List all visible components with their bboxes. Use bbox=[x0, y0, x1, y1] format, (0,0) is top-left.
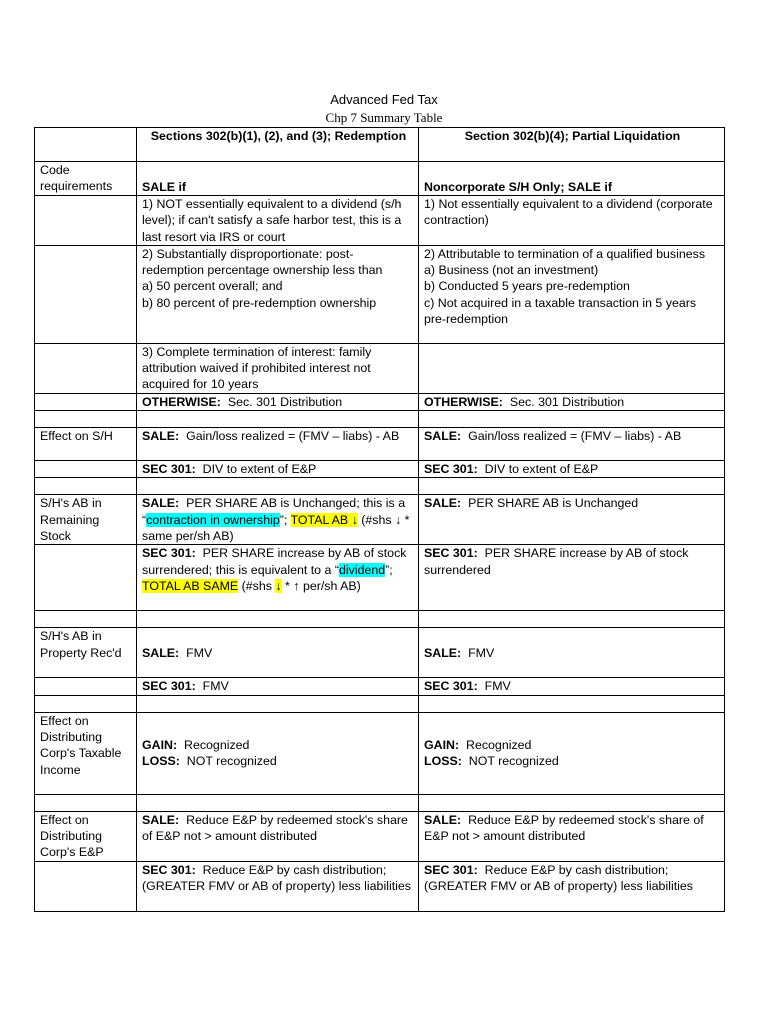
sec301-label: SEC 301: bbox=[142, 546, 196, 561]
sale-label: SALE: bbox=[142, 496, 180, 511]
req2-col2-line3: b) 80 percent of pre-redemption ownership bbox=[142, 295, 377, 310]
header-redemption: Sections 302(b)(1), (2), and (3); Redemption bbox=[137, 128, 419, 162]
ab-remaining-text: (#shs ↓ * same per/sh AB) bbox=[142, 512, 410, 543]
row-label-ab-property: S/H's AB in Property Rec'd bbox=[35, 628, 137, 678]
spacer-row bbox=[35, 695, 725, 712]
req2-col3-line1: 2) Attributable to termination of a qualified business bbox=[424, 246, 706, 261]
sale-label: SALE: bbox=[424, 645, 462, 660]
empty-cell bbox=[35, 343, 137, 393]
sec301-label: SEC 301: bbox=[424, 862, 478, 877]
highlight-down-arrow: ↓ bbox=[275, 578, 282, 593]
empty-cell bbox=[35, 545, 137, 611]
table-row bbox=[35, 393, 725, 410]
table-row bbox=[35, 712, 725, 794]
sec301-label: SEC 301: bbox=[424, 462, 478, 477]
cell-req2-col2 bbox=[137, 245, 419, 343]
row-label-ab-remaining-stock: S/H's AB in Remaining Stock bbox=[35, 495, 137, 545]
effect-sh-sec301-text: DIV to extent of E&P bbox=[202, 462, 317, 477]
document-title: Advanced Fed Tax bbox=[330, 92, 438, 107]
header-partial-liquidation: Section 302(b)(4); Partial Liquidation bbox=[419, 128, 725, 162]
req2-col3-line3: b) Conducted 5 years pre-redemption bbox=[424, 279, 630, 294]
table-row bbox=[35, 461, 725, 478]
cell-req1-col3: 1) Not essentially equivalent to a dividend (corporate contraction) bbox=[419, 196, 725, 246]
empty-cell bbox=[35, 393, 137, 410]
spacer-row bbox=[35, 794, 725, 811]
loss-label: LOSS: bbox=[424, 754, 462, 769]
table-row bbox=[35, 861, 725, 911]
table-row bbox=[35, 495, 725, 545]
gain-label: GAIN: bbox=[424, 737, 460, 752]
ab-remaining-sec301-text: (#shs bbox=[241, 578, 272, 593]
ab-remaining-sec301-text: * ↑ per/sh AB) bbox=[285, 578, 361, 593]
ep-sale-text: Reduce E&P by redeemed stock's share of E&P not > amount distributed bbox=[142, 812, 408, 843]
row-label-effect-on-sh: Effect on S/H bbox=[35, 428, 137, 461]
empty-cell bbox=[35, 678, 137, 695]
table-row bbox=[35, 811, 725, 861]
empty-cell bbox=[419, 343, 725, 393]
req2-col2-line1: 2) Substantially disproportionate: post-redemption percentage ownership less than bbox=[142, 246, 383, 278]
cell-effect-sh-sale-col3 bbox=[419, 428, 725, 461]
req2-col2-line2: a) 50 percent overall; and bbox=[142, 279, 283, 294]
ab-remaining-sec301-text: PER SHARE increase by AB of stock surrendered bbox=[424, 546, 689, 577]
req2-col3-line4: c) Not acquired in a taxable transaction in 5 years pre-redemption bbox=[424, 295, 697, 327]
empty-cell bbox=[35, 861, 137, 911]
cell-code-req-col3 bbox=[419, 162, 725, 196]
otherwise-label: OTHERWISE: bbox=[142, 394, 221, 409]
loss-text: NOT recognized bbox=[186, 754, 277, 769]
cell-ab-remaining-sale-col2 bbox=[137, 495, 419, 545]
otherwise-text: Sec. 301 Distribution bbox=[509, 394, 625, 409]
table-row bbox=[35, 545, 725, 611]
table-row bbox=[35, 343, 725, 393]
noncorporate-sale-if-label: Noncorporate S/H Only; SALE if bbox=[424, 179, 612, 194]
cell-otherwise-col3 bbox=[419, 393, 725, 410]
loss-text: NOT recognized bbox=[468, 754, 559, 769]
ab-property-sec301-text: FMV bbox=[484, 679, 511, 694]
cell-ab-property-sec301-col3 bbox=[419, 678, 725, 695]
gain-label: GAIN: bbox=[142, 737, 178, 752]
req2-col3-line2: a) Business (not an investment) bbox=[424, 263, 599, 278]
ab-property-text: FMV bbox=[186, 645, 213, 660]
cell-taxable-income-col3 bbox=[419, 712, 725, 794]
document-subtitle: Chp 7 Summary Table bbox=[325, 110, 443, 125]
sale-label: SALE: bbox=[142, 645, 180, 660]
cell-ab-property-sale-col2 bbox=[137, 628, 419, 678]
otherwise-label: OTHERWISE: bbox=[424, 394, 503, 409]
cell-ep-sec301-col2 bbox=[137, 861, 419, 911]
spacer-row bbox=[35, 611, 725, 628]
cell-ab-remaining-sec301-col2 bbox=[137, 545, 419, 611]
table-row bbox=[35, 628, 725, 678]
cell-effect-sh-sec301-col3 bbox=[419, 461, 725, 478]
row-label-ep: Effect on Distributing Corp's E&P bbox=[35, 811, 137, 861]
ep-sec301-text: Reduce E&P by cash distribution; (GREATER FMV or AB of property) less liabilities bbox=[424, 862, 693, 893]
loss-label: LOSS: bbox=[142, 754, 180, 769]
effect-sh-sale-text: Gain/loss realized = (FMV – liabs) - AB bbox=[468, 429, 682, 444]
cell-ab-property-sec301-col2 bbox=[137, 678, 419, 695]
ab-remaining-text: PER SHARE AB is Unchanged bbox=[468, 496, 639, 511]
cell-ab-remaining-sale-col3 bbox=[419, 495, 725, 545]
table-row bbox=[35, 196, 725, 246]
cell-req1-col2: 1) NOT essentially equivalent to a dividend (s/h level); if can't satisfy a safe harbor test, this is a last resort via IRS or court bbox=[137, 196, 419, 246]
cell-otherwise-col2 bbox=[137, 393, 419, 410]
ab-remaining-text: ”; bbox=[279, 512, 288, 527]
table-row bbox=[35, 245, 725, 343]
ep-sale-text: Reduce E&P by redeemed stock's share of E&P not > amount distributed bbox=[424, 812, 704, 843]
sec301-label: SEC 301: bbox=[142, 862, 196, 877]
highlight-contraction-in-ownership: contraction in ownership bbox=[146, 512, 280, 527]
ep-sec301-text: Reduce E&P by cash distribution; (GREATER FMV or AB of property) less liabilities bbox=[142, 862, 411, 893]
cell-code-req-col2 bbox=[137, 162, 419, 196]
cell-taxable-income-col2 bbox=[137, 712, 419, 794]
sec301-label: SEC 301: bbox=[424, 679, 478, 694]
table-row bbox=[35, 428, 725, 461]
ab-remaining-sec301-text: PER SHARE increase by AB of stock surrendered; this is equivalent to a “ bbox=[142, 546, 407, 577]
sale-if-label: SALE if bbox=[142, 179, 187, 194]
cell-ep-sec301-col3 bbox=[419, 861, 725, 911]
gain-line bbox=[424, 737, 721, 753]
row-label-taxable-income: Effect on Distributing Corp's Taxable Income bbox=[35, 712, 137, 794]
cell-ep-sale-col2 bbox=[137, 811, 419, 861]
highlight-total-ab-same: TOTAL AB SAME bbox=[142, 578, 239, 593]
sale-label: SALE: bbox=[142, 429, 180, 444]
ab-property-sec301-text: FMV bbox=[202, 679, 229, 694]
effect-sh-sec301-text: DIV to extent of E&P bbox=[484, 462, 599, 477]
sec301-label: SEC 301: bbox=[142, 679, 196, 694]
ab-property-text: FMV bbox=[468, 645, 495, 660]
cell-ab-property-sale-col3 bbox=[419, 628, 725, 678]
ab-remaining-text: PER SHARE AB is Unchanged; this is a “ bbox=[142, 496, 406, 527]
sec301-label: SEC 301: bbox=[424, 546, 478, 561]
sale-label: SALE: bbox=[424, 812, 462, 827]
sale-label: SALE: bbox=[424, 496, 462, 511]
effect-sh-sale-text: Gain/loss realized = (FMV – liabs) - AB bbox=[186, 429, 400, 444]
sale-label: SALE: bbox=[142, 812, 180, 827]
ab-remaining-sec301-text: ”; bbox=[385, 562, 393, 577]
sale-label: SALE: bbox=[424, 429, 462, 444]
row-label-code-requirements: Code requirements bbox=[35, 162, 137, 196]
highlight-total-ab-down: TOTAL AB ↓ bbox=[290, 512, 358, 527]
cell-ep-sale-col3 bbox=[419, 811, 725, 861]
table-row bbox=[35, 678, 725, 695]
cell-ab-remaining-sec301-col3 bbox=[419, 545, 725, 611]
spacer-row bbox=[35, 478, 725, 495]
otherwise-text: Sec. 301 Distribution bbox=[227, 394, 343, 409]
cell-req2-col3 bbox=[419, 245, 725, 343]
empty-cell bbox=[35, 245, 137, 343]
empty-cell bbox=[35, 196, 137, 246]
empty-cell bbox=[35, 461, 137, 478]
summary-table bbox=[34, 127, 725, 912]
gain-text: Recognized bbox=[184, 737, 250, 752]
gain-line bbox=[142, 737, 415, 753]
cell-req3-col2: 3) Complete termination of interest: family attribution waived if prohibited interest not acquired for 10 years bbox=[137, 343, 419, 393]
spacer-row bbox=[35, 411, 725, 428]
cell-effect-sh-sale-col2 bbox=[137, 428, 419, 461]
highlight-dividend: dividend bbox=[338, 562, 386, 577]
gain-text: Recognized bbox=[466, 737, 532, 752]
sec301-label: SEC 301: bbox=[142, 462, 196, 477]
cell-effect-sh-sec301-col2 bbox=[137, 461, 419, 478]
loss-line bbox=[142, 753, 415, 769]
table-header-row bbox=[35, 128, 725, 162]
header-empty-cell bbox=[35, 128, 137, 162]
loss-line bbox=[424, 753, 721, 769]
table-row bbox=[35, 162, 725, 196]
